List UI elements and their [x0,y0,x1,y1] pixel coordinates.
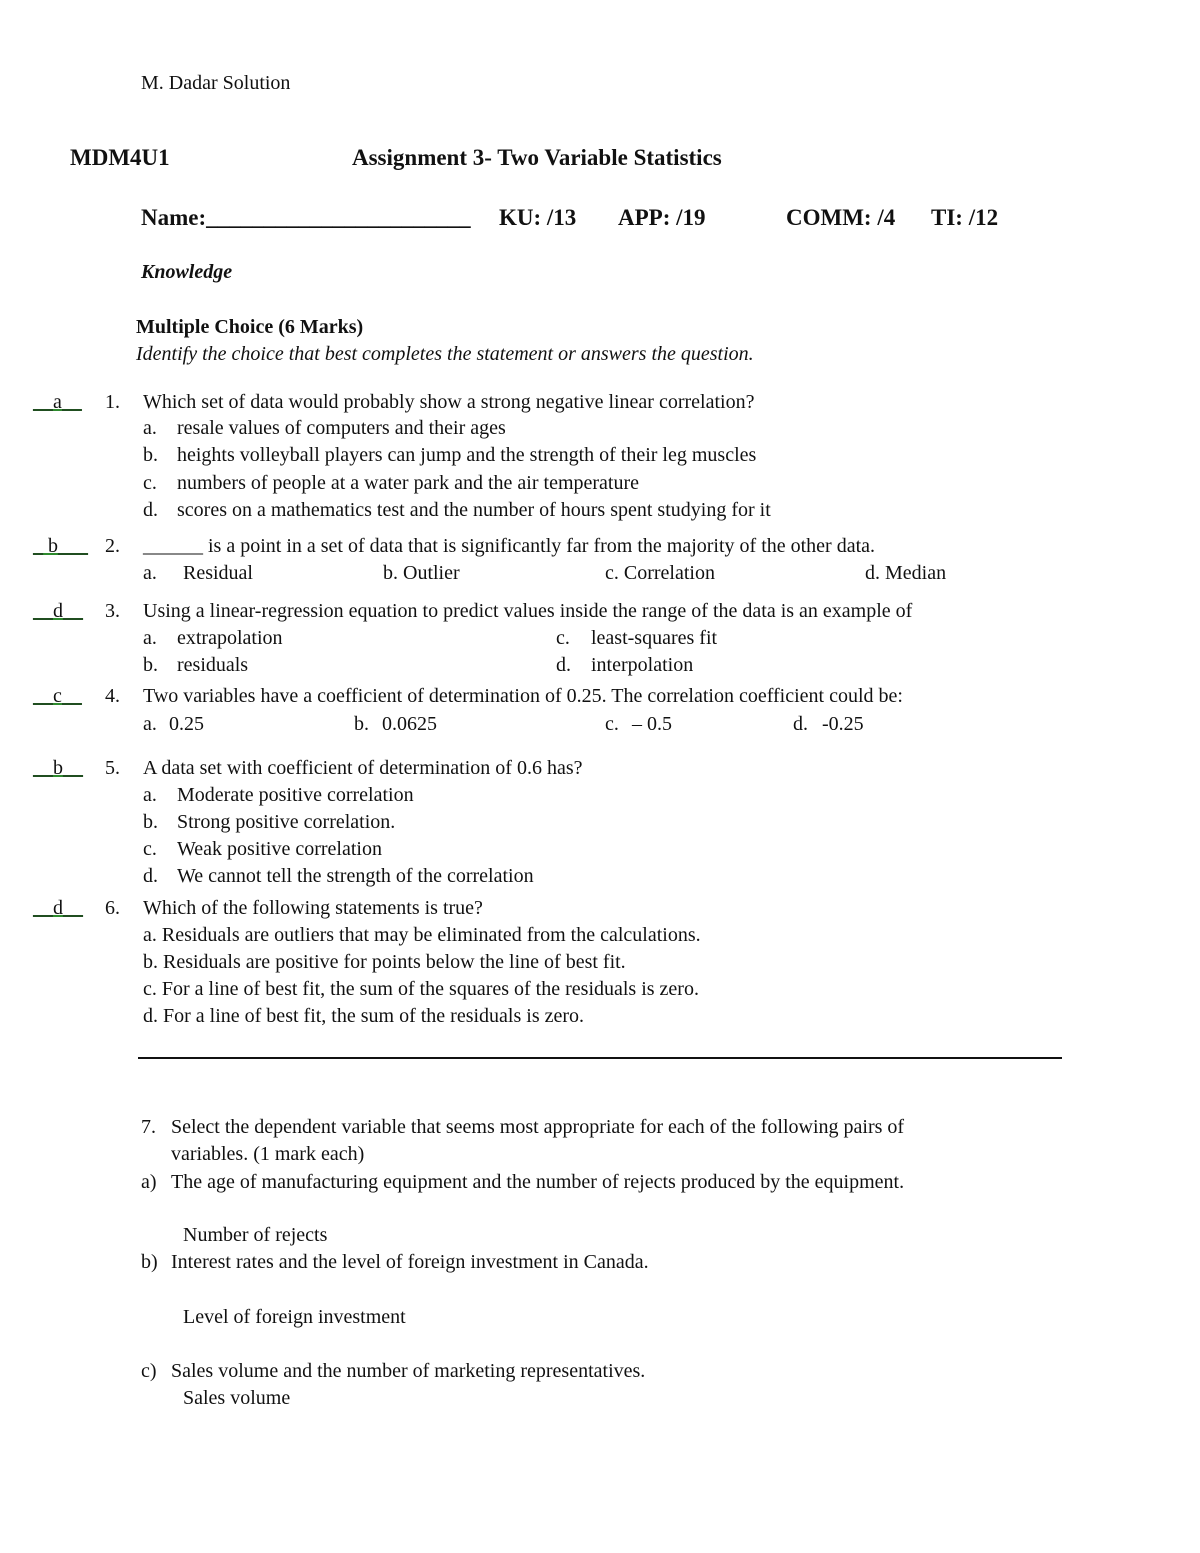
option-text: extrapolation [177,627,283,649]
option-text: 0.25 [169,713,204,735]
option-letter: c. [143,838,157,860]
option-letter: c. [556,627,570,649]
option-text: 0.0625 [382,713,437,735]
question-text: Two variables have a coefficient of determination of 0.25. The correlation coefficient could be: [143,685,903,707]
question-number: 2. [105,535,120,557]
section-divider [138,1057,1062,1059]
answer-letter: b [48,535,58,557]
answer-blank: __d__ [33,600,83,622]
option-letter: a. [143,713,157,735]
answer-blank: __c__ [33,685,82,707]
option-letter: b. [143,654,158,676]
question-number: 3. [105,600,120,622]
option-text: Residual [183,562,253,584]
option-text: c. For a line of best fit, the sum of the squares of the residuals is zero. [143,978,699,1000]
part-text: Sales volume and the number of marketing representatives. [171,1360,646,1382]
part-label: b) [141,1251,158,1273]
answer-letter: a [53,391,62,413]
question-number: 1. [105,391,120,413]
question-text: Which of the following statements is true? [143,897,483,919]
option-letter: b. [143,444,158,466]
part-text: Interest rates and the level of foreign investment in Canada. [171,1251,649,1273]
question-number: 7. [141,1116,156,1138]
option-letter: b. [354,713,369,735]
section-heading: Knowledge [141,261,233,283]
app-score: APP: /19 [618,205,706,230]
option-letter: c. [605,713,619,735]
answer-letter: d [53,600,63,622]
question-text: ______ is a point in a set of data that is significantly far from the majority of the other data. [143,535,876,557]
mc-title: Multiple Choice (6 Marks) [136,316,364,338]
answer-letter: d [53,897,63,919]
option-letter: a. [143,417,157,439]
option-text: a. Residuals are outliers that may be eliminated from the calculations. [143,924,701,946]
mc-instructions: Identify the choice that best completes the statement or answers the question. [136,343,754,365]
option-text: scores on a mathematics test and the number of hours spent studying for it [177,499,771,521]
part-label: a) [141,1171,157,1193]
answer-letter: c [53,685,62,707]
option-text: least-squares fit [591,627,718,649]
option-letter: d. [143,865,158,887]
option-text: interpolation [591,654,694,676]
ti-score: TI: /12 [931,205,999,230]
author-note: M. Dadar Solution [141,72,291,94]
option-text: numbers of people at a water park and the air temperature [177,472,640,494]
option-letter: d. [793,713,808,735]
question-text: Which set of data would probably show a strong negative linear correlation? [143,391,755,413]
option-text: b. Residuals are positive for points below the line of best fit. [143,951,626,973]
page-title: Assignment 3- Two Variable Statistics [352,145,722,170]
option-text: c. Correlation [605,562,715,584]
option-letter: a. [143,562,157,584]
question-number: 6. [105,897,120,919]
option-letter: c. [143,472,157,494]
option-text: -0.25 [822,713,864,735]
option-text: heights volleyball players can jump and the strength of their leg muscles [177,444,757,466]
option-text: We cannot tell the strength of the correlation [177,865,534,887]
option-text: Strong positive correlation. [177,811,396,833]
question-number: 4. [105,685,120,707]
question-text: Select the dependent variable that seems most appropriate for each of the following pairs of [171,1116,905,1138]
question-text-cont: variables. (1 mark each) [171,1143,365,1165]
question-text: A data set with coefficient of determination of 0.6 has? [143,757,583,779]
answer-blank: __b__ [33,757,83,779]
option-text: residuals [177,654,249,676]
question-number: 5. [105,757,120,779]
option-letter: b. [143,811,158,833]
option-letter: a. [143,627,157,649]
option-text: – 0.5 [632,713,672,735]
option-text: b. Outlier [383,562,460,584]
option-letter: d. [556,654,571,676]
option-text: Weak positive correlation [177,838,382,860]
question-text: Using a linear-regression equation to predict values inside the range of the data is an example of [143,600,913,622]
part-answer: Number of rejects [183,1224,328,1246]
option-text: d. Median [865,562,947,584]
ku-score: KU: /13 [499,205,577,230]
part-answer: Sales volume [183,1387,291,1409]
part-answer: Level of foreign investment [183,1306,406,1328]
option-text: resale values of computers and their ages [177,417,506,439]
answer-blank: _ b___ [33,535,88,557]
name-field: Name:_______________________ [141,205,471,230]
option-letter: a. [143,784,157,806]
comm-score: COMM: /4 [786,205,896,230]
answer-letter: b [53,757,63,779]
option-text: Moderate positive correlation [177,784,414,806]
answer-blank: __a__ [33,391,82,413]
option-text: d. For a line of best fit, the sum of the residuals is zero. [143,1005,585,1027]
option-letter: d. [143,499,158,521]
part-text: The age of manufacturing equipment and the number of rejects produced by the equipment. [171,1171,905,1193]
course-code: MDM4U1 [70,145,170,170]
answer-blank: __d__ [33,897,83,919]
part-label: c) [141,1360,157,1382]
